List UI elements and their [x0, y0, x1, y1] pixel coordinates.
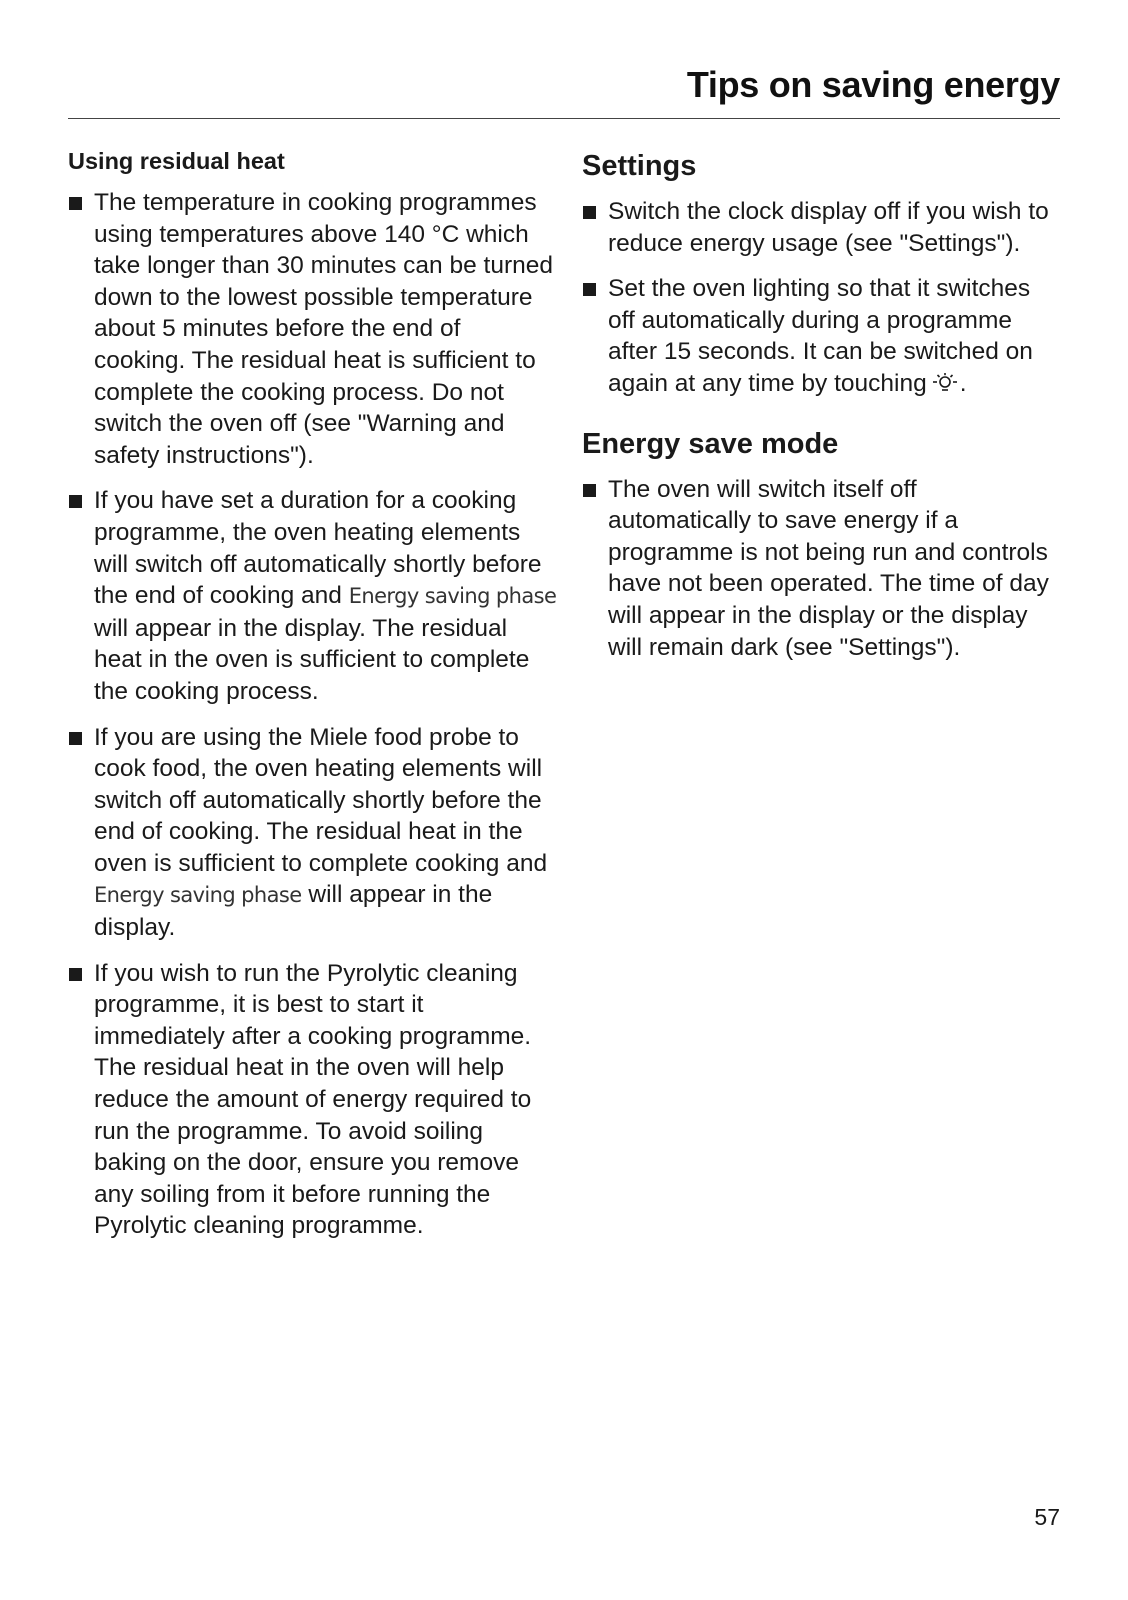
- list-item: [68, 485, 558, 707]
- page-title: Tips on saving energy: [686, 64, 1060, 105]
- list-item: [68, 958, 558, 1242]
- bullet-text: will appear in the display. The residual heat in the oven is sufficient to complete the cooking process.: [94, 614, 530, 705]
- bullet-text: If you wish to run the Pyrolytic cleaning programme, it is best to start it immediately after a cooking programme. The residual heat in the oven will help reduce the amount of energy required to run the programme. To avoid soiling baking on the door, ensure you remove any soiling from it before running the Pyrolytic cleaning programme.: [94, 959, 532, 1240]
- bullet-square-icon: [69, 968, 82, 981]
- bullet-square-icon: [69, 732, 82, 745]
- bullet-text: .: [959, 369, 967, 397]
- list-item: [68, 722, 558, 944]
- bullet-text: The temperature in cooking programmes using temperatures above 140 °C which take longer than 30 minutes can be turned down to the lowest possible temperature about 5 minutes before the end of cooking. The residual heat is sufficient to complete the cooking process. Do not switch the oven off (see "Warning and safety instructions").: [94, 189, 554, 469]
- bullet-text: If you are using the Miele food probe to cook food, the oven heating elements will switch off automatically shortly before the end of cooking. The residual heat in the oven is sufficient to complete cooking and: [94, 723, 548, 877]
- energy-save-mode-list: [582, 474, 1062, 664]
- list-item: [582, 273, 1062, 399]
- light-icon: [931, 372, 959, 394]
- left-column: [68, 146, 558, 1256]
- page-header: [68, 62, 1060, 119]
- list-item: [582, 196, 1062, 259]
- bullet-text: will appear in the display.: [94, 881, 493, 942]
- list-item: [582, 474, 1062, 664]
- residual-heat-subheading: Using residual heat: [68, 148, 285, 174]
- bullet-text: The oven will switch itself off automatically to save energy if a programme is not being run and controls have not been operated. The time of day will appear in the display or the display will remain dark (see "Settings").: [608, 475, 1049, 661]
- bullet-text: Set the oven lighting so that it switches off automatically during a programme after 15 seconds. It can be switched on again at any time by touching: [608, 275, 1033, 397]
- display-message: Energy saving phase: [348, 584, 557, 609]
- settings-list: [582, 196, 1062, 400]
- display-message: Energy saving phase: [94, 883, 302, 908]
- bullet-text: If you have set a duration for a cooking programme, the oven heating elements will switch off automatically shortly before the end of cooking and: [94, 487, 542, 610]
- bullet-square-icon: [583, 484, 596, 497]
- list-item: [68, 187, 558, 471]
- residual-heat-list: [68, 187, 558, 1242]
- bullet-square-icon: [583, 206, 596, 219]
- settings-heading: Settings: [582, 150, 697, 182]
- page-number: 57: [1034, 1504, 1060, 1530]
- bullet-text: Switch the clock display off if you wish to reduce energy usage (see "Settings").: [608, 198, 1049, 257]
- bullet-square-icon: [69, 495, 82, 508]
- bullet-square-icon: [583, 283, 596, 296]
- right-column: [582, 146, 1062, 677]
- bullet-square-icon: [69, 197, 82, 210]
- energy-save-mode-heading: Energy save mode: [582, 427, 839, 460]
